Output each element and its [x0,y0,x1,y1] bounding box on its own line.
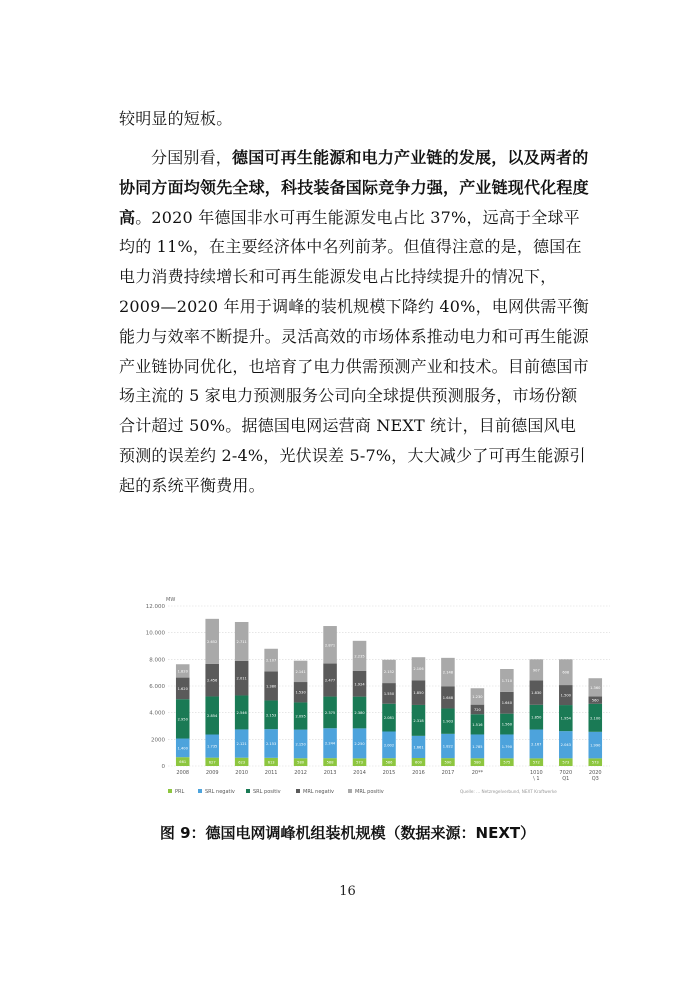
bar-segment-label: 1.640 [501,701,513,706]
paragraph-2 [119,143,589,501]
x-tick-label: 2011 [264,770,278,776]
bar-segment-label: 1.990 [590,743,601,748]
stacked-bar-chart [140,594,615,804]
bar-segment-label: 2.141 [295,669,306,674]
bar-segment-label: 2.318 [413,718,424,723]
bar-segment-label: 1.790 [501,744,513,749]
bar-segment-label: 2.106 [413,667,424,672]
bar-segment-label: 2.871 [324,643,336,648]
bar-segment-label: 2.148 [442,670,454,675]
x-tick-label: \ 1 [533,776,540,782]
y-tick-label: 10.000 [145,630,165,637]
bar-segment-label: 627 [208,760,216,765]
bar-segment-label: 2.121 [236,742,247,747]
legend-label: SRL positiv [253,789,281,795]
legend-label: SRL negativ [205,789,235,795]
bar-segment-label: 1.400 [177,746,188,751]
x-tick-label: Q1 [562,776,570,782]
bar-segment-label: 2.380 [354,710,365,715]
bar-segment-label: 572 [532,760,540,765]
bar-segment-label: 1.850 [413,691,424,696]
bar-segment-label: 2.244 [324,741,336,746]
bar-segment-label: 2.095 [295,714,306,719]
bar-segment-label: 2.153 [265,741,277,746]
bar-segment-label: 907 [532,668,540,673]
bar-segment-label: 580 [473,760,481,765]
bar-segment-label: 1.500 [560,693,571,698]
bar-segment-label: 1.360 [590,685,601,690]
bar-segment-label: 560 [591,698,599,703]
bar-segment-label: 2.652 [207,639,218,644]
bar-segment-label: 613 [267,760,275,765]
y-tick-label: 4.000 [149,710,165,717]
bar-segment-label: 1.785 [472,744,483,749]
x-tick-label: 2014 [353,770,366,776]
legend-swatch [246,789,250,793]
bar-segment-label: 1.230 [472,694,483,699]
x-tick-label: 2009 [205,770,219,776]
bar-segment-label: 573 [356,760,363,765]
bar-segment-label: 2.150 [295,742,306,747]
x-tick-label: 2015 [382,770,396,776]
legend-swatch [198,789,202,793]
bar-segment-label: 590 [444,760,452,765]
y-tick-label: 0 [161,764,165,770]
y-tick-label: 2000 [151,737,165,744]
bar-segment-label: 1.661 [413,745,424,750]
bar-segment-label: 2.167 [531,742,542,747]
bar-segment-label: 1.820 [177,669,188,674]
page-number: 16 [339,884,356,899]
paragraph-1-text: 较明显的短板。 [119,109,233,128]
bar-segment-label: 2.043 [560,743,571,748]
paragraph-2-start: 分国别看， [151,148,233,167]
y-unit-label: MW [166,597,176,603]
bar-segment-label: 1.620 [177,686,188,691]
x-tick-label: Q3 [591,776,599,782]
x-tick-label: 2020 [588,770,602,776]
bar-segment-label: 2.950 [177,717,188,722]
y-tick-label: 6.000 [149,684,165,690]
bar-segment-label: 608 [562,670,570,675]
bar-segment-label: 2.250 [354,741,365,746]
bar-segment-label: 1.830 [531,691,542,696]
paragraph-1 [119,104,589,134]
bar-segment-label: 2.152 [383,669,395,674]
bar-segment-label: 2.011 [236,676,247,681]
bar-segment-label: 1.530 [295,690,306,695]
bar-segment-label: 588 [326,760,334,765]
bar-segment-label: 720 [473,707,481,712]
bar-segment-label: 623 [238,760,246,765]
bar-segment-label: 573 [591,760,599,765]
x-tick-label: 2013 [323,770,337,776]
bar-segment-label: 575 [503,760,511,765]
bar-segment-label: 600 [415,760,422,765]
x-tick-label: 7020 [559,770,573,776]
bar-segment-label: 1.550 [383,691,395,696]
legend-swatch [296,789,300,793]
bar-segment-label: 1.648 [442,695,454,700]
bar-segment-label: 1.822 [442,744,454,749]
bar-segment-label: 2.153 [265,713,277,718]
bar-segment-label: 586 [385,760,393,765]
figure-caption: 图 9：德国电网调峰机组装机规模（数据来源：NEXT） [159,824,536,842]
x-tick-label: 2008 [176,770,190,776]
bar-segment-label: 2.854 [207,713,218,718]
bar-segment-label: 2.456 [207,678,218,683]
bar-segment-label: 661 [179,760,187,765]
x-tick-label: 2010 [235,770,249,776]
source-note: Quelle: ... Netzregelverbund, NEXT Kraftwerke [460,789,557,794]
legend-swatch [168,789,172,793]
bar-segment-label: 1.924 [354,682,365,687]
bar-segment-label: 2.711 [236,639,247,644]
bar-segment-label: 1.735 [207,744,218,749]
bar-segment-label: 1.850 [531,715,542,720]
bar-segment-label: 2.375 [324,710,336,715]
paragraph-2-bold: 德国可再生能源和电力产业链的发展，以及两者的协同方面均领先全球，科技装备国际竞争力强，产业链现代化程度高 [119,148,589,227]
bar-segment-label: 1.903 [442,719,454,724]
bar-segment-label: 2.100 [590,716,601,721]
bar-segment-label: 1.710 [501,678,513,683]
bar-segment-label: 1.516 [472,722,483,727]
paragraph-2-rest: 。2020 年德国非水可再生能源发电占比 37%，远高于全球平均的 11%，在主要经济体中名列前茅。但值得注意的是，德国在电力消费持续增长和可再生能源发电占比持续提升的情况下，2009—2020 年用于调峰的装机规模下降约 40%，电网供需平衡能力与效率不断提升。灵活高效的市场体系推动电力和可再生能源产业链协同优化，也培育了电力供需预测产业和技术。目前德国市场主流的 5 家电力预测服务公司向全球提供预测服务，市场份额合计超过 50%。据德国电网运营商 NEXT 统计，目前德国风电预测的误差约 2-4%，光伏误差 5-7%，大大减少了可再生能源引起的系统平衡费用。 [119,207,589,495]
x-tick-label: 2016 [412,770,425,776]
bar-segment-label: 2.002 [383,743,395,748]
bar-segment-label: 1.380 [265,684,277,689]
y-tick-label: 8.000 [149,657,165,664]
bar-segment-label: 573 [562,760,570,765]
bar-segment-label: 1.954 [560,716,571,721]
x-tick-label: 1010 [529,770,543,776]
legend-label: MRL negativ [303,789,334,795]
legend-label: MRL positiv [355,789,384,795]
legend-swatch [348,789,352,793]
x-tick-label: 2012 [294,770,307,776]
bar-segment-label: 2.477 [324,678,336,683]
figure-chart [140,594,615,804]
bar-segment-label: 2.235 [354,654,365,659]
bar-segment-label: 2.107 [265,658,277,663]
bar-segment-label: 580 [297,760,305,765]
bar-segment-label: 1.560 [501,722,513,727]
legend-label: PRL [175,789,185,795]
bar-segment-label: 2.546 [236,710,247,715]
x-tick-label: 20** [471,770,484,776]
y-tick-label: 12.000 [145,604,165,610]
x-tick-label: 2017 [441,770,455,776]
bar-segment-label: 2.081 [383,716,395,721]
